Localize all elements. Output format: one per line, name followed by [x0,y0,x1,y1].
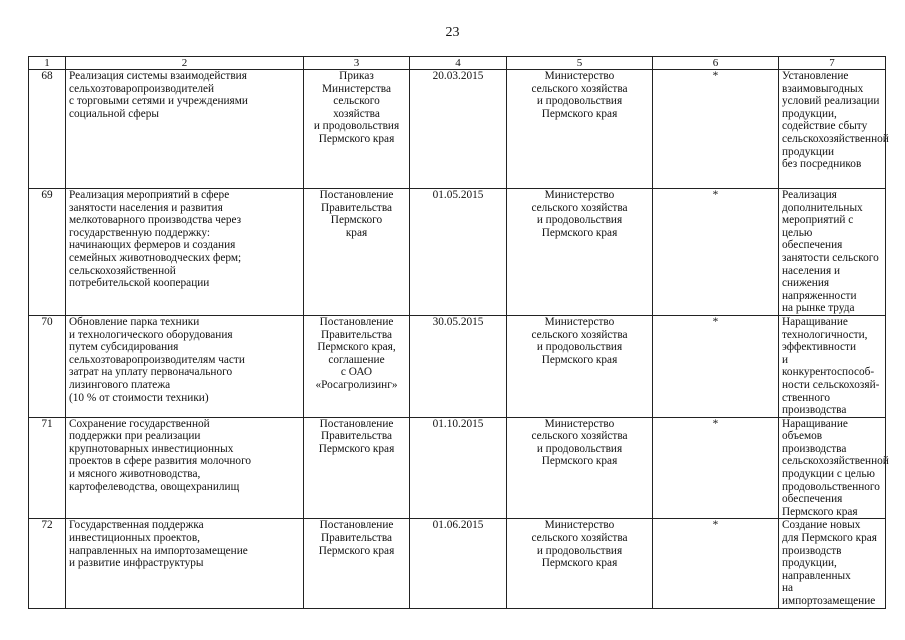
measures-table [28,56,889,609]
row-number: 72 [29,519,66,608]
measure-cell: Реализация мероприятий в сфере занятости населения и развития мелкотоварного производства через государственную поддержку: начинающих фермеров и создания семейных животноводческих ферм; сельскохозяйственной потребительской кооперации [66,189,304,316]
column-header: 4 [410,57,507,70]
date-cell: 20.03.2015 [410,70,507,189]
column-header: 2 [66,57,304,70]
document-cell: Постановление Правительства Пермского края [304,519,410,608]
result-cell: Реализация дополнительных мероприятий с целью обеспечения занятости сельского населения и снижения напряженности на рынке труда [779,189,886,316]
column-header: 7 [779,57,886,70]
table-row [29,315,886,417]
result-cell: Наращивание объемов производства сельскохозяйственной продукции с целью продовольственного обеспечения Пермского края [779,417,886,519]
result-cell: Установление взаимовыгодных условий реализации продукции, содействие сбыту сельскохозяйственной продукции без посредников [779,70,886,189]
executor-cell: Министерство сельского хозяйства и продовольствия Пермского края [507,519,653,608]
table-row [29,519,886,608]
column-header: 5 [507,57,653,70]
executor-cell: Министерство сельского хозяйства и продовольствия Пермского края [507,315,653,417]
result-cell: Создание новых для Пермского края производств продукции, направленных на импортозамещение [779,519,886,608]
row-number: 70 [29,315,66,417]
date-cell: 30.05.2015 [410,315,507,417]
row-number: 68 [29,70,66,189]
column-header: 1 [29,57,66,70]
mark-cell: * [653,70,779,189]
measure-cell: Государственная поддержка инвестиционных проектов, направленных на импортозамещение и развитие инфраструктуры [66,519,304,608]
mark-cell: * [653,189,779,316]
mark-cell: * [653,417,779,519]
result-cell: Наращивание технологичности, эффективности и конкурентоспособ- ности сельскохозяй- ственного производства [779,315,886,417]
mark-cell: * [653,519,779,608]
row-number: 71 [29,417,66,519]
column-header: 6 [653,57,779,70]
mark-cell: * [653,315,779,417]
table-row [29,189,886,316]
executor-cell: Министерство сельского хозяйства и продовольствия Пермского края [507,70,653,189]
page-number: 23 [445,25,460,40]
document-cell: Приказ Министерства сельского хозяйства и продовольствия Пермского края [304,70,410,189]
measure-cell: Сохранение государственной поддержки при реализации крупнотоварных инвестиционных проектов в сфере развития молочного и мясного животноводства, картофелеводства, овощехранилищ [66,417,304,519]
table-row [29,417,886,519]
measure-cell: Реализация системы взаимодействия сельхозтоваропроизводителей с торговыми сетями и учреждениями социальной сферы [66,70,304,189]
measure-cell: Обновление парка техники и технологического оборудования путем субсидирования сельхозтоваропроизводителям части затрат на уплату первоначального лизингового платежа (10 % от стоимости техники) [66,315,304,417]
date-cell: 01.10.2015 [410,417,507,519]
column-header: 3 [304,57,410,70]
header-row [29,57,886,70]
document-cell: Постановление Правительства Пермского края [304,189,410,316]
executor-cell: Министерство сельского хозяйства и продовольствия Пермского края [507,189,653,316]
executor-cell: Министерство сельского хозяйства и продовольствия Пермского края [507,417,653,519]
date-cell: 01.05.2015 [410,189,507,316]
table-row [29,70,886,189]
document-cell: Постановление Правительства Пермского края, соглашение с ОАО «Росагролизинг» [304,315,410,417]
document-cell: Постановление Правительства Пермского края [304,417,410,519]
date-cell: 01.06.2015 [410,519,507,608]
row-number: 69 [29,189,66,316]
